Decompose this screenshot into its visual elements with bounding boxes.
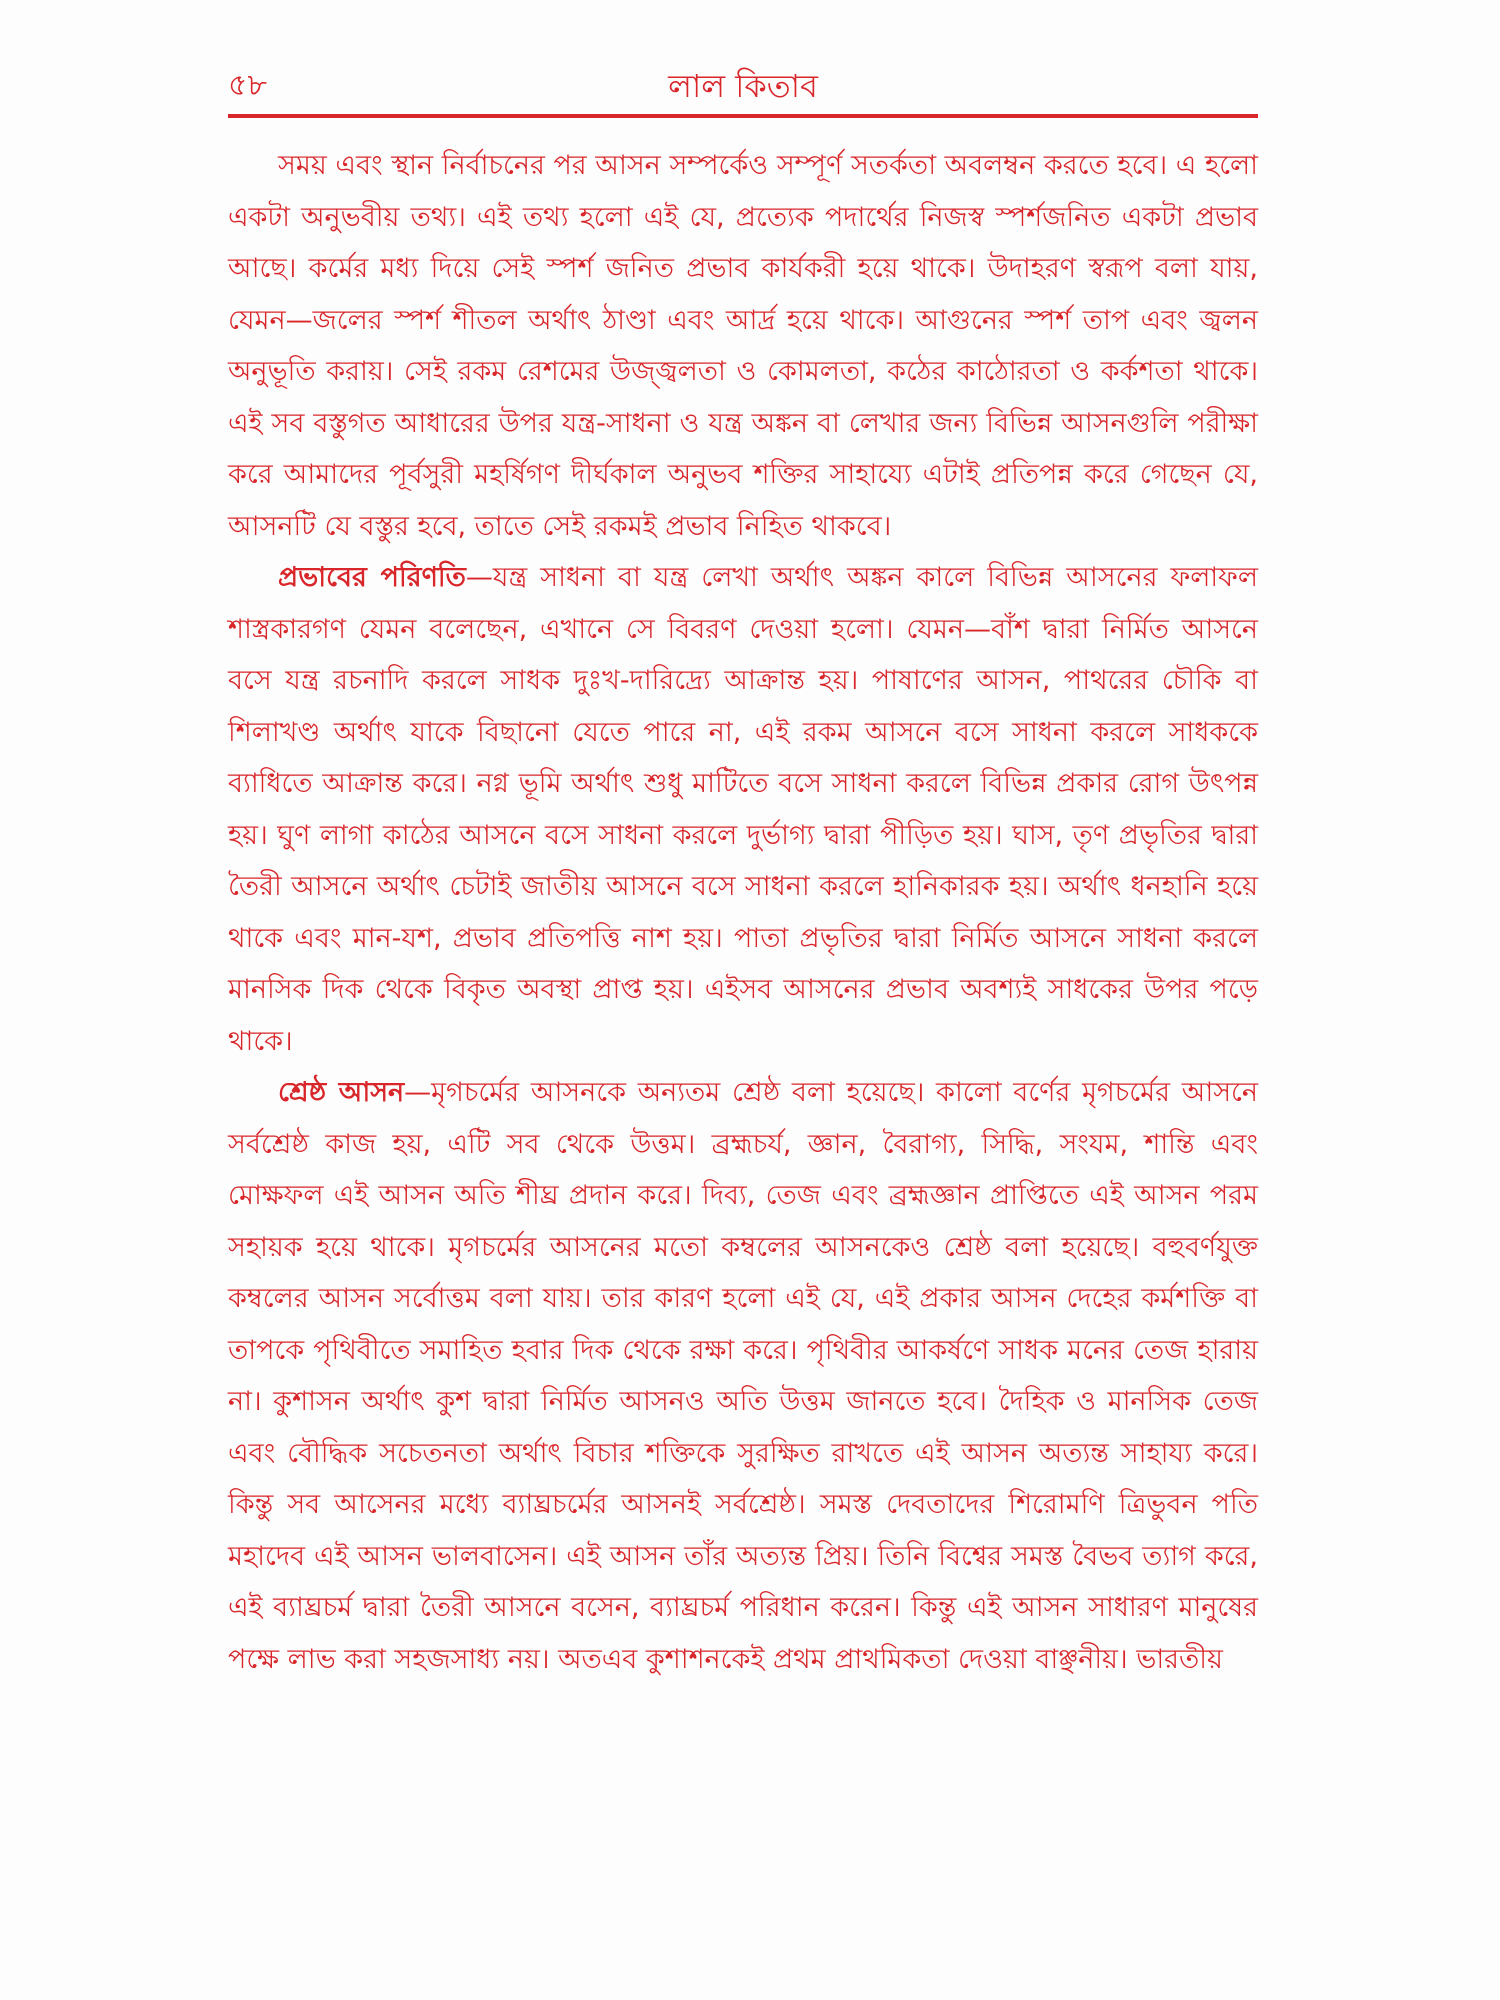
paragraph-text: সময় এবং স্থান নির্বাচনের পর আসন সম্পর্কেও সম্পূর্ণ সতর্কতা অবলম্বন করতে হবে। এ হলো একটা অনুভবীয় তথ্য। এই তথ্য হলো এই যে, প্রত্যেক পদার্থের নিজস্ব স্পর্শজনিত একটা প্রভাব আছে। কর্মের মধ্য দিয়ে সেই স্পর্শ জনিত প্রভাব কার্যকরী হয়ে থাকে। উদাহরণ স্বরূপ বলা যায়, যেমন—জলের স্পর্শ শীতল অর্থাৎ ঠাণ্ডা এবং আর্দ্র হয়ে থাকে। আগুনের স্পর্শ তাপ এবং জ্বলন অনুভূতি করায়। সেই রকম রেশমের উজ্জ্বলতা ও কোমলতা, কঠের কাঠোরতা ও কর্কশতা থাকে। এই সব বস্তুগত আধারের উপর যন্ত্র-সাধনা ও যন্ত্র অঙ্কন বা লেখার জন্য বিভিন্ন আসনগুলি পরীক্ষা করে আমাদের পূর্বসুরী মহর্ষিগণ দীর্ঘকাল অনুভব শক্তির সাহায্যে এটাই প্রতিপন্ন করে গেছেন যে, আসনটি যে বস্তুর হবে, তাতে সেই রকমই প্রভাব নিহিত থাকবে। xyxy=(228,150,1258,542)
paragraph-text: —মৃগচর্মের আসনকে অন্যতম শ্রেষ্ঠ বলা হয়েছে। কালো বর্ণের মৃগচর্মের আসনে সর্বশ্রেষ্ঠ কাজ হয়, এটি সব থেকে উত্তম। ব্রহ্মচর্য, জ্ঞান, বৈরাগ্য, সিদ্ধি, সংযম, শান্তি এবং মোক্ষফল এই আসন অতি শীঘ্র প্রদান করে। দিব্য, তেজ এবং ব্রহ্মজ্ঞান প্রাপ্তিতে এই আসন পরম সহায়ক হয়ে থাকে। মৃগচর্মের আসনের মতো কম্বলের আসনকেও শ্রেষ্ঠ বলা হয়েছে। বহুবর্ণযুক্ত কম্বলের আসন সর্বোত্তম বলা যায়। তার কারণ হলো এই যে, এই প্রকার আসন দেহের কর্মশক্তি বা তাপকে পৃথিবীতে সমাহিত হবার দিক থেকে রক্ষা করে। পৃথিবীর আকর্ষণে সাধক মনের তেজ হারায় না। কুশাসন অর্থাৎ কুশ দ্বারা নির্মিত আসনও অতি উত্তম জানতে হবে। দৈহিক ও মানসিক তেজ এবং বৌদ্ধিক সচেতনতা অর্থাৎ বিচার শক্তিকে সুরক্ষিত রাখতে এই আসন অত্যন্ত সাহায্য করে। কিন্তু সব আসেনর মধ্যে ব্যাঘ্রচর্মের আসনই সর্বশ্রেষ্ঠ। সমস্ত দেবতাদের শিরোমণি ত্রিভুবন পতি মহাদেব এই আসন ভালবাসেন। এই আসন তাঁর অত্যন্ত প্রিয়। তিনি বিশ্বের সমস্ত বৈভব ত্যাগ করে, এই ব্যাঘ্রচর্ম দ্বারা তৈরী আসনে বসেন, ব্যাঘ্রচর্ম পরিধান করেন। কিন্তু এই আসন সাধারণ মানুষের পক্ষে লাভ করা সহজসাধ্য নয়। অতএব কুশাশনকেই প্রথম প্রাথমিকতা দেওয়া বাঞ্ছনীয়। ভারতীয় xyxy=(228,1077,1258,1675)
page-number: ৫৮ xyxy=(228,68,267,103)
paragraph-effects xyxy=(228,552,1258,1067)
running-head xyxy=(228,66,1258,116)
paragraph-seat-selection xyxy=(228,140,1258,552)
run-in-heading: প্রভাবের পরিণতি xyxy=(278,562,466,593)
paragraph-text: —যন্ত্র সাধনা বা যন্ত্র লেখা অর্থাৎ অঙ্কন কালে বিভিন্ন আসনের ফলাফল শাস্ত্রকারগণ যেমন বলেছেন, এখানে সে বিবরণ দেওয়া হলো। যেমন—বাঁশ দ্বারা নির্মিত আসনে বসে যন্ত্র রচনাদি করলে সাধক দুঃখ-দারিদ্র্যে আক্রান্ত হয়। পাষাণের আসন, পাথরের চৌকি বা শিলাখণ্ড অর্থাৎ যাকে বিছানো যেতে পারে না, এই রকম আসনে বসে সাধনা করলে সাধককে ব্যাধিতে আক্রান্ত করে। নগ্ন ভূমি অর্থাৎ শুধু মাটিতে বসে সাধনা করলে বিভিন্ন প্রকার রোগ উৎপন্ন হয়। ঘুণ লাগা কাঠের আসনে বসে সাধনা করলে দুর্ভাগ্য দ্বারা পীড়িত হয়। ঘাস, তৃণ প্রভৃতির দ্বারা তৈরী আসনে অর্থাৎ চেটাই জাতীয় আসনে বসে সাধনা করলে হানিকারক হয়। অর্থাৎ ধনহানি হয়ে থাকে এবং মান-যশ, প্রভাব প্রতিপত্তি নাশ হয়। পাতা প্রভৃতির দ্বারা নির্মিত আসনে সাধনা করলে মানসিক দিক থেকে বিকৃত অবস্থা প্রাপ্ত হয়। এইসব আসনের প্রভাব অবশ্যই সাধকের উপর পড়ে থাকে। xyxy=(228,562,1258,1057)
book-title: লাল কিতাব xyxy=(668,67,818,105)
run-in-heading: শ্রেষ্ঠ আসন xyxy=(278,1077,405,1108)
paragraph-best-seat xyxy=(228,1067,1258,1685)
body-text xyxy=(228,140,1258,1685)
header-divider xyxy=(228,114,1258,118)
